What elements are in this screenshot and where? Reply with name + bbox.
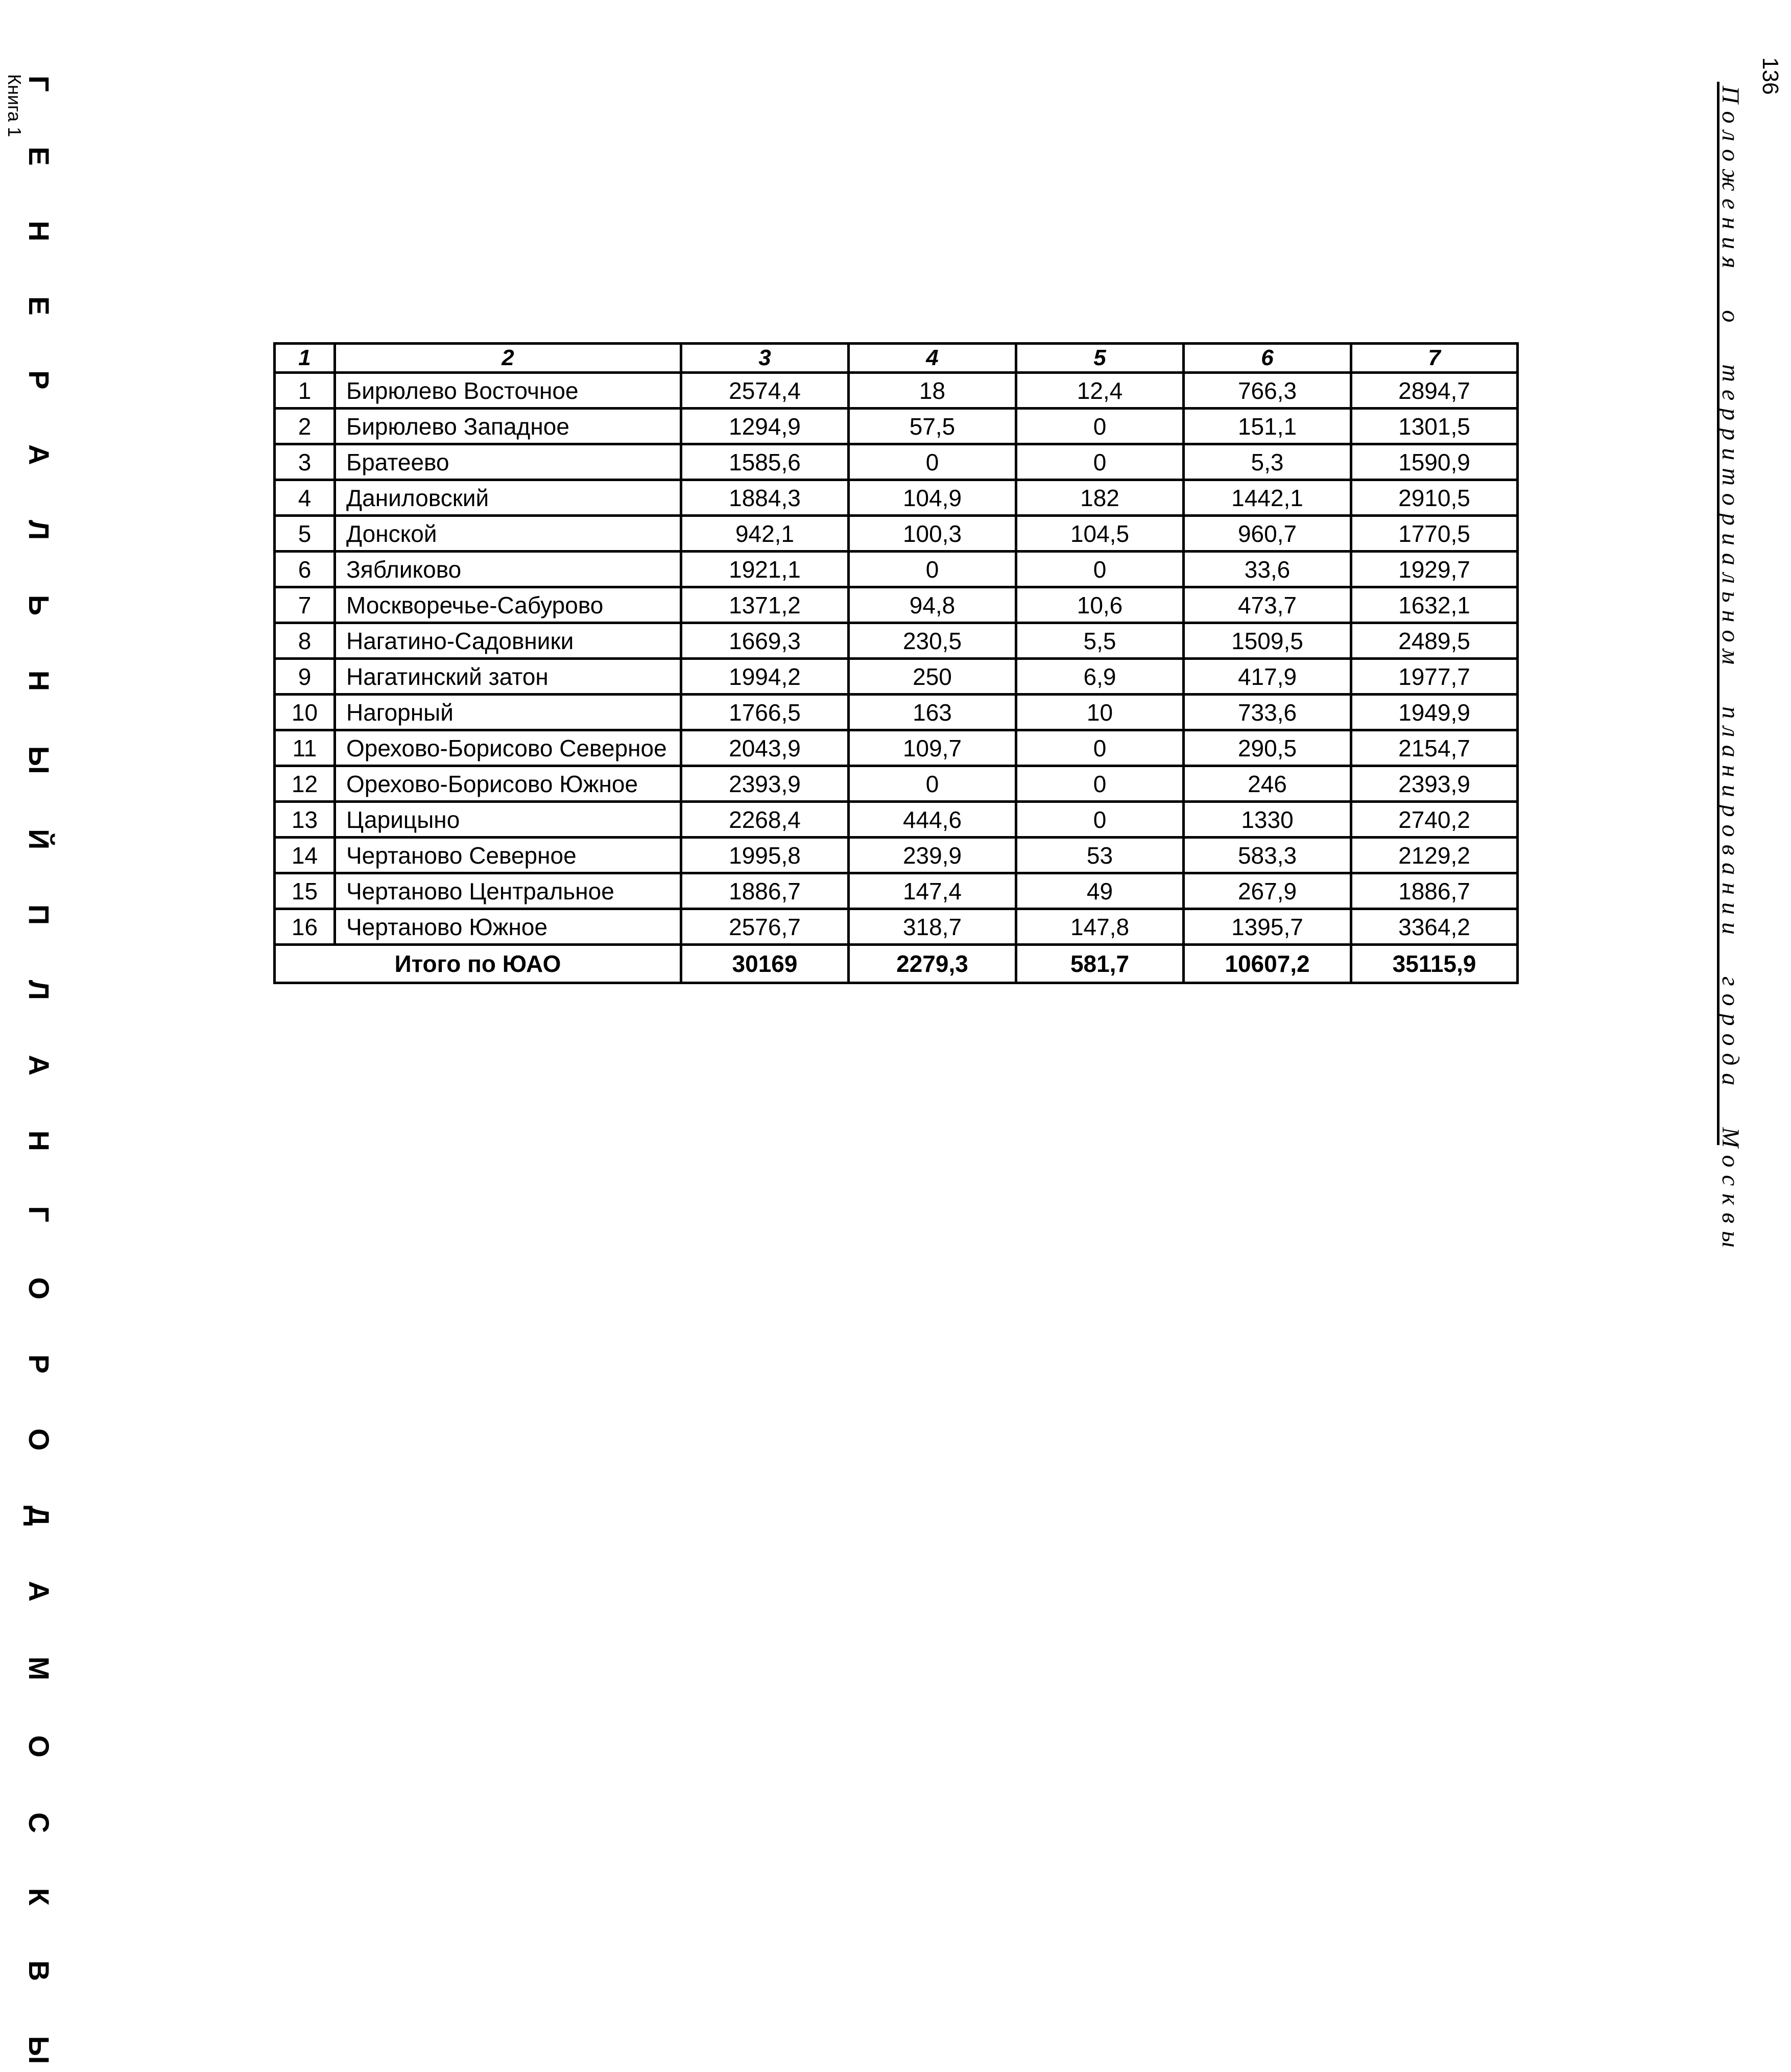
column-header: 2 [335, 344, 681, 373]
value-col-7: 1949,9 [1351, 695, 1518, 730]
value-col-6: 151,1 [1184, 409, 1351, 444]
district-name: Москворечье-Сабурово [335, 587, 681, 623]
value-col-7: 1886,7 [1351, 873, 1518, 909]
value-col-7: 1632,1 [1351, 587, 1518, 623]
district-name: Нагатинский затон [335, 659, 681, 695]
value-col-7: 1977,7 [1351, 659, 1518, 695]
value-col-7: 1301,5 [1351, 409, 1518, 444]
value-col-6: 5,3 [1184, 444, 1351, 480]
value-col-5: 147,8 [1016, 909, 1184, 945]
table-row [275, 587, 1518, 623]
table-row [275, 659, 1518, 695]
total-value: 35115,9 [1351, 945, 1518, 983]
value-col-4: 57,5 [849, 409, 1016, 444]
district-name: Донской [335, 516, 681, 552]
value-col-4: 104,9 [849, 480, 1016, 516]
row-number: 12 [275, 766, 335, 802]
table-row [275, 909, 1518, 945]
value-col-7: 1590,9 [1351, 444, 1518, 480]
value-col-3: 1994,2 [681, 659, 849, 695]
value-col-6: 960,7 [1184, 516, 1351, 552]
total-label: Итого по ЮАО [275, 945, 681, 983]
district-name: Зябликово [335, 552, 681, 587]
value-col-6: 246 [1184, 766, 1351, 802]
value-col-6: 1442,1 [1184, 480, 1351, 516]
table-row [275, 838, 1518, 873]
district-name: Царицыно [335, 802, 681, 838]
total-value: 30169 [681, 945, 849, 983]
value-col-4: 163 [849, 695, 1016, 730]
book-title-vertical: Г Е Н Е Р А Л Ь Н Ы Й П Л А Н Г О Р О Д А М О С К В Ы [23, 76, 55, 2072]
value-col-6: 417,9 [1184, 659, 1351, 695]
table-row [275, 802, 1518, 838]
row-number: 1 [275, 373, 335, 409]
value-col-3: 1995,8 [681, 838, 849, 873]
district-name: Братеево [335, 444, 681, 480]
row-number: 3 [275, 444, 335, 480]
value-col-5: 10,6 [1016, 587, 1184, 623]
value-col-7: 2489,5 [1351, 623, 1518, 659]
value-col-4: 100,3 [849, 516, 1016, 552]
row-number: 4 [275, 480, 335, 516]
column-header: 7 [1351, 344, 1518, 373]
district-name: Бирюлево Западное [335, 409, 681, 444]
value-col-4: 239,9 [849, 838, 1016, 873]
value-col-4: 444,6 [849, 802, 1016, 838]
value-col-3: 2393,9 [681, 766, 849, 802]
district-name: Орехово-Борисово Северное [335, 730, 681, 766]
value-col-6: 473,7 [1184, 587, 1351, 623]
district-name: Нагорный [335, 695, 681, 730]
value-col-5: 53 [1016, 838, 1184, 873]
book-volume-label: Книга 1 [4, 74, 25, 137]
value-col-6: 1509,5 [1184, 623, 1351, 659]
table-row [275, 373, 1518, 409]
value-col-3: 1585,6 [681, 444, 849, 480]
value-col-5: 0 [1016, 730, 1184, 766]
value-col-4: 0 [849, 766, 1016, 802]
column-header: 6 [1184, 344, 1351, 373]
header-row [275, 344, 1518, 373]
value-col-7: 1770,5 [1351, 516, 1518, 552]
row-number: 5 [275, 516, 335, 552]
value-col-5: 10 [1016, 695, 1184, 730]
value-col-5: 6,9 [1016, 659, 1184, 695]
district-name: Бирюлево Восточное [335, 373, 681, 409]
value-col-5: 0 [1016, 444, 1184, 480]
district-name: Орехово-Борисово Южное [335, 766, 681, 802]
table-row [275, 409, 1518, 444]
total-value: 10607,2 [1184, 945, 1351, 983]
value-col-4: 230,5 [849, 623, 1016, 659]
district-data-table [273, 342, 1519, 984]
value-col-4: 147,4 [849, 873, 1016, 909]
value-col-5: 182 [1016, 480, 1184, 516]
value-col-5: 0 [1016, 552, 1184, 587]
row-number: 9 [275, 659, 335, 695]
table-row [275, 552, 1518, 587]
column-header: 5 [1016, 344, 1184, 373]
value-col-4: 0 [849, 444, 1016, 480]
value-col-7: 2129,2 [1351, 838, 1518, 873]
value-col-6: 1330 [1184, 802, 1351, 838]
value-col-4: 109,7 [849, 730, 1016, 766]
value-col-7: 2894,7 [1351, 373, 1518, 409]
row-number: 11 [275, 730, 335, 766]
value-col-3: 1766,5 [681, 695, 849, 730]
value-col-3: 1921,1 [681, 552, 849, 587]
table-row [275, 480, 1518, 516]
value-col-6: 1395,7 [1184, 909, 1351, 945]
value-col-7: 2910,5 [1351, 480, 1518, 516]
value-col-7: 2740,2 [1351, 802, 1518, 838]
table-row [275, 516, 1518, 552]
district-name: Даниловский [335, 480, 681, 516]
total-value: 581,7 [1016, 945, 1184, 983]
value-col-3: 1886,7 [681, 873, 849, 909]
total-value: 2279,3 [849, 945, 1016, 983]
value-col-7: 3364,2 [1351, 909, 1518, 945]
value-col-3: 1884,3 [681, 480, 849, 516]
column-header: 1 [275, 344, 335, 373]
column-header: 4 [849, 344, 1016, 373]
row-number: 13 [275, 802, 335, 838]
value-col-5: 0 [1016, 802, 1184, 838]
value-col-6: 290,5 [1184, 730, 1351, 766]
row-number: 15 [275, 873, 335, 909]
value-col-7: 2393,9 [1351, 766, 1518, 802]
value-col-3: 2268,4 [681, 802, 849, 838]
value-col-5: 0 [1016, 409, 1184, 444]
value-col-3: 2576,7 [681, 909, 849, 945]
row-number: 14 [275, 838, 335, 873]
row-number: 6 [275, 552, 335, 587]
total-row [275, 945, 1518, 983]
value-col-5: 49 [1016, 873, 1184, 909]
table-row [275, 695, 1518, 730]
district-name: Чертаново Южное [335, 909, 681, 945]
value-col-4: 318,7 [849, 909, 1016, 945]
table-row [275, 766, 1518, 802]
value-col-6: 583,3 [1184, 838, 1351, 873]
value-col-6: 766,3 [1184, 373, 1351, 409]
value-col-5: 104,5 [1016, 516, 1184, 552]
value-col-3: 1669,3 [681, 623, 849, 659]
value-col-3: 2043,9 [681, 730, 849, 766]
table-row [275, 623, 1518, 659]
district-name: Нагатино-Садовники [335, 623, 681, 659]
row-number: 7 [275, 587, 335, 623]
row-number: 2 [275, 409, 335, 444]
section-title-vertical: Положения о территориальном планировании города Москвы [1717, 86, 1744, 1255]
page-number: 136 [1758, 57, 1783, 95]
value-col-4: 0 [849, 552, 1016, 587]
value-col-5: 12,4 [1016, 373, 1184, 409]
value-col-4: 94,8 [849, 587, 1016, 623]
value-col-3: 1294,9 [681, 409, 849, 444]
value-col-6: 33,6 [1184, 552, 1351, 587]
value-col-3: 1371,2 [681, 587, 849, 623]
row-number: 8 [275, 623, 335, 659]
table-row [275, 444, 1518, 480]
column-header: 3 [681, 344, 849, 373]
value-col-4: 250 [849, 659, 1016, 695]
row-number: 16 [275, 909, 335, 945]
value-col-5: 5,5 [1016, 623, 1184, 659]
value-col-4: 18 [849, 373, 1016, 409]
value-col-7: 2154,7 [1351, 730, 1518, 766]
value-col-3: 942,1 [681, 516, 849, 552]
value-col-5: 0 [1016, 766, 1184, 802]
district-name: Чертаново Центральное [335, 873, 681, 909]
value-col-7: 1929,7 [1351, 552, 1518, 587]
value-col-3: 2574,4 [681, 373, 849, 409]
table-row [275, 730, 1518, 766]
value-col-6: 267,9 [1184, 873, 1351, 909]
value-col-6: 733,6 [1184, 695, 1351, 730]
district-name: Чертаново Северное [335, 838, 681, 873]
table-row [275, 873, 1518, 909]
row-number: 10 [275, 695, 335, 730]
